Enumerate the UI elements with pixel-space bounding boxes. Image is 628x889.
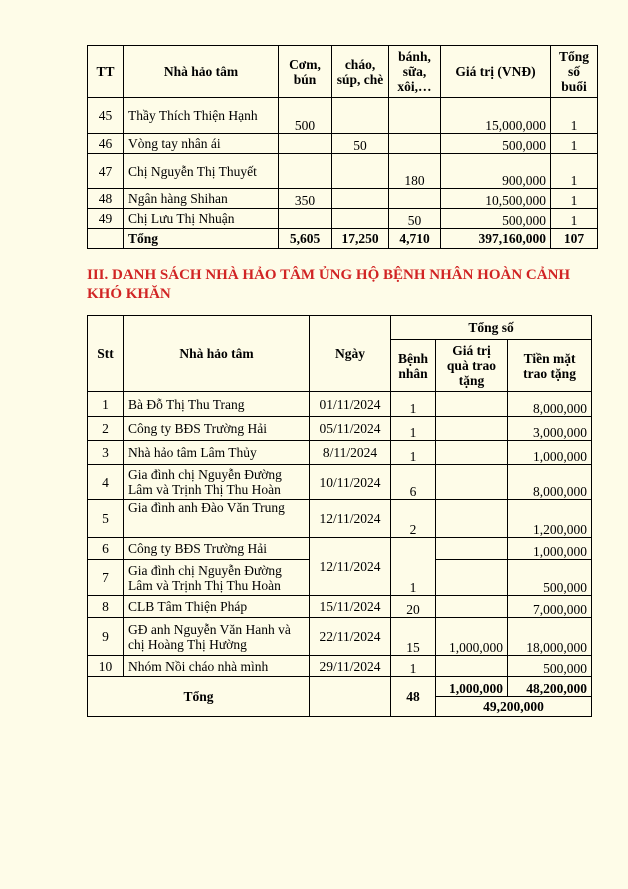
row-stt: 3 [88, 441, 124, 465]
patient-support-table [87, 315, 592, 717]
total-label: Tổng [124, 229, 279, 249]
row-cash: 1,000,000 [508, 441, 592, 465]
row-tt: 45 [88, 98, 124, 134]
row-stt: 10 [88, 656, 124, 677]
donor-meals-table [87, 45, 598, 249]
row-sessions: 1 [551, 134, 598, 154]
row-stt: 9 [88, 618, 124, 656]
row-cash: 500,000 [508, 656, 592, 677]
row-cake [389, 134, 441, 154]
total-value: 397,160,000 [441, 229, 551, 249]
table-row [88, 134, 598, 154]
row-stt: 5 [88, 500, 124, 538]
total-row [88, 229, 598, 249]
row-date: 29/11/2024 [310, 656, 391, 677]
col-header-tt: TT [88, 46, 124, 98]
col-header-rice: Cơm, bún [279, 46, 332, 98]
row-gift: 1,000,000 [436, 618, 508, 656]
table-row [88, 441, 592, 465]
row-porridge [332, 154, 389, 189]
col-header-cash: Tiền mặt trao tặng [508, 340, 592, 392]
row-date: 15/11/2024 [310, 596, 391, 618]
row-gift [436, 441, 508, 465]
row-donor: Gia đình chị Nguyễn Đường Lâm và Trịnh Thị Thu Hoàn [124, 465, 310, 500]
total-porridge: 17,250 [332, 229, 389, 249]
row-rice [279, 209, 332, 229]
row-date: 22/11/2024 [310, 618, 391, 656]
row-cash: 500,000 [508, 560, 592, 596]
row-sessions: 1 [551, 189, 598, 209]
row-date: 05/11/2024 [310, 417, 391, 441]
total-row [88, 677, 592, 697]
row-porridge [332, 189, 389, 209]
col-header-total-group: Tổng số [391, 316, 592, 340]
row-donor: Chị Lưu Thị Nhuận [124, 209, 279, 229]
row-donor: Thầy Thích Thiện Hạnh [124, 98, 279, 134]
col-header-sessions: Tổng số buổi [551, 46, 598, 98]
row-donor: Công ty BĐS Trường Hải [124, 538, 310, 560]
row-porridge: 50 [332, 134, 389, 154]
row-date: 01/11/2024 [310, 392, 391, 417]
row-tt: 49 [88, 209, 124, 229]
section-heading: III. DANH SÁCH NHÀ HẢO TÂM ỦNG HỘ BỆNH NHÂN HOÀN CẢNH KHÓ KHĂN [87, 267, 571, 302]
row-patients: 20 [391, 596, 436, 618]
total-rice: 5,605 [279, 229, 332, 249]
row-donor: Nhà hảo tâm Lâm Thủy [124, 441, 310, 465]
table-row [88, 596, 592, 618]
row-patients: 15 [391, 618, 436, 656]
row-value: 10,500,000 [441, 189, 551, 209]
row-cake: 180 [389, 154, 441, 189]
row-patients: 1 [391, 538, 436, 596]
row-date: 8/11/2024 [310, 441, 391, 465]
row-value: 500,000 [441, 209, 551, 229]
row-stt: 6 [88, 538, 124, 560]
row-gift [436, 500, 508, 538]
row-sessions: 1 [551, 98, 598, 134]
row-donor: CLB Tâm Thiện Pháp [124, 596, 310, 618]
row-gift [436, 656, 508, 677]
row-rice [279, 134, 332, 154]
table-row [88, 98, 598, 134]
total-patients: 48 [391, 677, 436, 717]
table-row [88, 154, 598, 189]
row-gift [436, 560, 508, 596]
grand-total: 49,200,000 [436, 697, 592, 717]
table-row [88, 618, 592, 656]
total-gift: 1,000,000 [436, 677, 508, 697]
row-cash: 1,000,000 [508, 538, 592, 560]
row-stt: 7 [88, 560, 124, 596]
row-patients: 1 [391, 441, 436, 465]
table-row [88, 500, 592, 538]
table-row [88, 209, 598, 229]
total-cake: 4,710 [389, 229, 441, 249]
row-rice [279, 154, 332, 189]
row-patients: 1 [391, 392, 436, 417]
table-row [88, 656, 592, 677]
row-stt: 4 [88, 465, 124, 500]
row-rice: 500 [279, 98, 332, 134]
row-donor: Bà Đỗ Thị Thu Trang [124, 392, 310, 417]
table-row [88, 465, 592, 500]
row-donor: GĐ anh Nguyễn Văn Hanh và chị Hoàng Thị Hường [124, 618, 310, 656]
row-cash: 3,000,000 [508, 417, 592, 441]
row-cash: 18,000,000 [508, 618, 592, 656]
table-row [88, 189, 598, 209]
total-label: Tổng [88, 677, 310, 717]
row-cash: 8,000,000 [508, 392, 592, 417]
row-tt: 46 [88, 134, 124, 154]
row-sessions: 1 [551, 209, 598, 229]
row-stt: 8 [88, 596, 124, 618]
row-cash: 7,000,000 [508, 596, 592, 618]
row-value: 500,000 [441, 134, 551, 154]
row-cake [389, 189, 441, 209]
row-date: 10/11/2024 [310, 465, 391, 500]
table-row [88, 392, 592, 417]
row-sessions: 1 [551, 154, 598, 189]
row-stt: 1 [88, 392, 124, 417]
row-value: 900,000 [441, 154, 551, 189]
row-gift [436, 417, 508, 441]
row-donor: Gia đình chị Nguyễn Đường Lâm và Trịnh Thị Thu Hoàn [124, 560, 310, 596]
row-porridge [332, 209, 389, 229]
col-header-gift-value: Giá trị quà trao tặng [436, 340, 508, 392]
total-date-blank [310, 677, 391, 717]
col-header-cake: bánh, sữa, xôi,… [389, 46, 441, 98]
total-cash: 48,200,000 [508, 677, 592, 697]
col-header-value: Giá trị (VNĐ) [441, 46, 551, 98]
row-date: 12/11/2024 [310, 500, 391, 538]
col-header-date: Ngày [310, 316, 391, 392]
row-porridge [332, 98, 389, 134]
row-cake [389, 98, 441, 134]
row-tt: 48 [88, 189, 124, 209]
row-donor: Chị Nguyễn Thị Thuyết [124, 154, 279, 189]
col-header-porridge: cháo, súp, chè [332, 46, 389, 98]
row-patients: 1 [391, 417, 436, 441]
row-gift [436, 538, 508, 560]
row-gift [436, 596, 508, 618]
total-sessions: 107 [551, 229, 598, 249]
row-patients: 2 [391, 500, 436, 538]
row-cash: 1,200,000 [508, 500, 592, 538]
row-date: 12/11/2024 [310, 538, 391, 596]
col-header-stt: Stt [88, 316, 124, 392]
row-donor: Công ty BĐS Trường Hải [124, 417, 310, 441]
row-gift [436, 392, 508, 417]
row-patients: 1 [391, 656, 436, 677]
row-donor: Gia đình anh Đào Văn Trung [124, 500, 310, 538]
row-tt: 47 [88, 154, 124, 189]
row-patients: 6 [391, 465, 436, 500]
row-gift [436, 465, 508, 500]
total-blank [88, 229, 124, 249]
table-row [88, 538, 592, 560]
row-cake: 50 [389, 209, 441, 229]
row-value: 15,000,000 [441, 98, 551, 134]
table-header-row [88, 316, 592, 340]
col-header-patients: Bệnh nhân [391, 340, 436, 392]
row-donor: Nhóm Nồi cháo nhà mình [124, 656, 310, 677]
table-header-row [88, 46, 598, 98]
row-stt: 2 [88, 417, 124, 441]
row-rice: 350 [279, 189, 332, 209]
col-header-donor: Nhà hảo tâm [124, 316, 310, 392]
col-header-donor: Nhà hảo tâm [124, 46, 279, 98]
row-donor: Ngân hàng Shihan [124, 189, 279, 209]
table-row [88, 417, 592, 441]
row-cash: 8,000,000 [508, 465, 592, 500]
row-donor: Vòng tay nhân ái [124, 134, 279, 154]
